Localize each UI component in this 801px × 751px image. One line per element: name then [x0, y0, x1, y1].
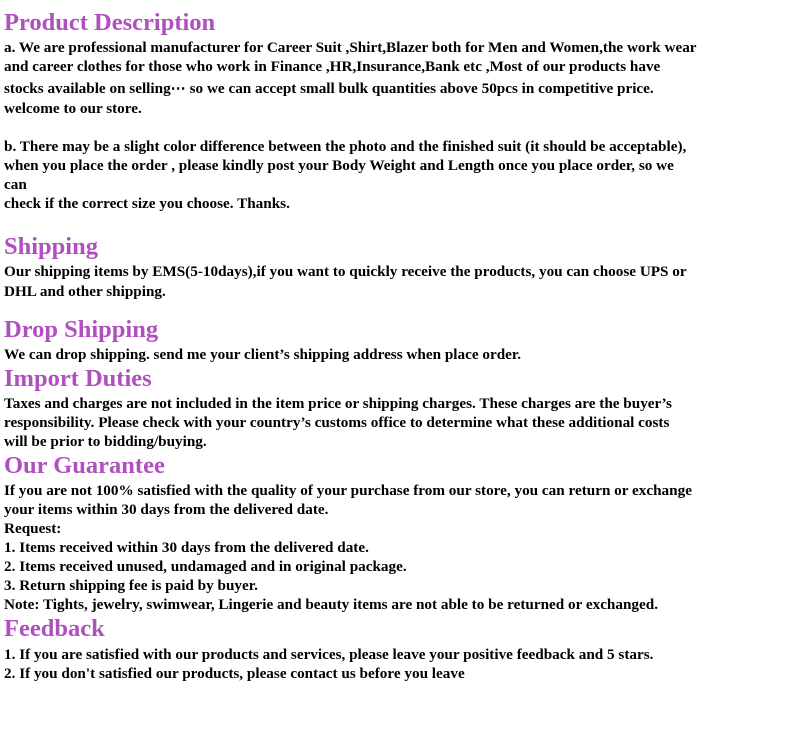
drop-shipping-heading: Drop Shipping: [4, 316, 159, 343]
drop-shipping-line: We can drop shipping. send me your client’s shipping address when place order.: [4, 346, 522, 363]
product-description-line: b. There may be a slight color difference between the photo and the finished suit (it should be acceptable),: [4, 138, 687, 155]
our-guarantee-line: Request:: [4, 520, 62, 537]
import-duties-heading: Import Duties: [4, 365, 152, 392]
our-guarantee-line: your items within 30 days from the delivered date.: [4, 501, 329, 518]
product-description-line: welcome to our store.: [4, 100, 142, 117]
product-description-line: check if the correct size you choose. Thanks.: [4, 195, 290, 212]
shipping-line: DHL and other shipping.: [4, 283, 166, 300]
product-description-line: stocks available on selling⋯ so we can accept small bulk quantities above 50pcs in competitive price.: [4, 80, 654, 97]
import-duties-line: Taxes and charges are not included in the item price or shipping charges. These charges are the buyer’s: [4, 395, 672, 412]
our-guarantee-heading: Our Guarantee: [4, 452, 165, 479]
our-guarantee-line: If you are not 100% satisfied with the quality of your purchase from our store, you can return or exchange: [4, 482, 692, 499]
product-description-heading: Product Description: [4, 9, 216, 36]
product-description-line: when you place the order , please kindly post your Body Weight and Length once you place order, so we: [4, 157, 674, 174]
shipping-heading: Shipping: [4, 233, 98, 260]
our-guarantee-line: 1. Items received within 30 days from the delivered date.: [4, 539, 369, 556]
feedback-line: 2. If you don't satisfied our products, please contact us before you leave: [4, 665, 465, 682]
feedback-line: 1. If you are satisfied with our products and services, please leave your positive feedback and 5 stars.: [4, 646, 654, 663]
feedback-heading: Feedback: [4, 615, 105, 642]
product-description-line: can: [4, 176, 27, 193]
product-description-line: a. We are professional manufacturer for Career Suit ,Shirt,Blazer both for Men and Women,the work wear: [4, 39, 697, 56]
our-guarantee-line: 3. Return shipping fee is paid by buyer.: [4, 577, 258, 594]
our-guarantee-line: 2. Items received unused, undamaged and in original package.: [4, 558, 407, 575]
import-duties-line: responsibility. Please check with your country’s customs office to determine what these additional costs: [4, 414, 670, 431]
product-description-line: and career clothes for those who work in Finance ,HR,Insurance,Bank etc ,Most of our products have: [4, 58, 661, 75]
import-duties-line: will be prior to bidding/buying.: [4, 433, 207, 450]
our-guarantee-line: Note: Tights, jewelry, swimwear, Lingerie and beauty items are not able to be returned or exchanged.: [4, 596, 658, 613]
shipping-line: Our shipping items by EMS(5-10days),if you want to quickly receive the products, you can choose UPS or: [4, 263, 687, 280]
